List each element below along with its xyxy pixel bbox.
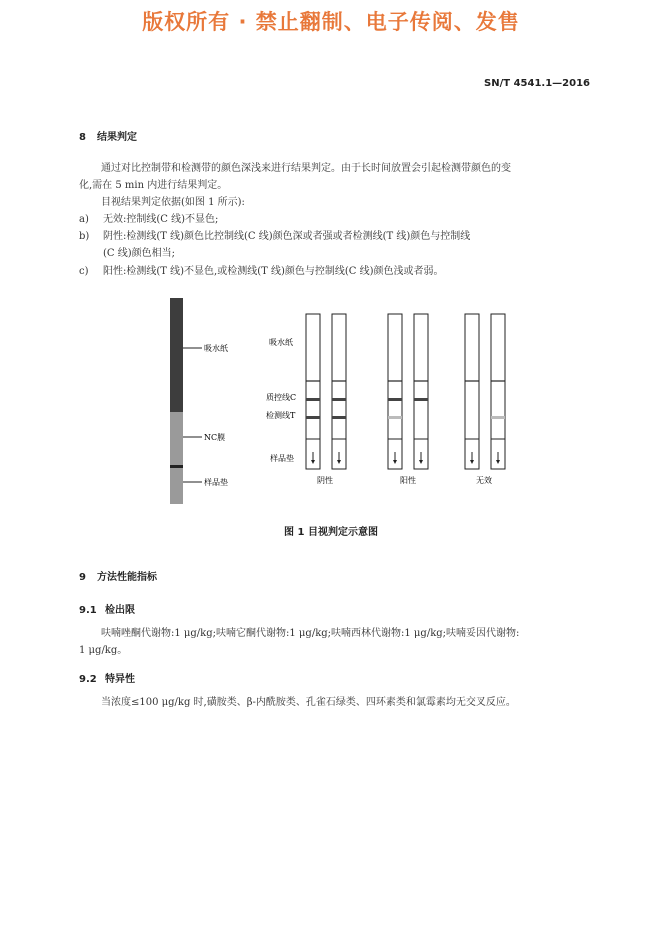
list-marker: b): [79, 231, 90, 242]
cassette-negative-2: [332, 314, 346, 469]
standard-code: SN/T 4541.1—2016: [484, 78, 590, 89]
cassette-invalid-1: [465, 314, 479, 469]
cassette-positive-1: [388, 314, 402, 469]
subsection-number: 9.2: [79, 674, 97, 685]
row-label-test: 检测线T: [266, 411, 296, 420]
list-marker: a): [79, 214, 89, 225]
cassette-invalid-2: [491, 314, 505, 469]
list-marker: c): [79, 266, 89, 277]
section-9-2-line1: 当浓度≤100 μg/kg 时,磺胺类、β-内酰胺类、孔雀石绿类、四环素类和氯霉素均无交叉反应。: [101, 697, 516, 708]
list-text: 阴性:检测线(T 线)颜色比控制线(C 线)颜色深或者强或者检测线(T 线)颜色与控制线: [103, 231, 471, 242]
section-title: 方法性能指标: [97, 572, 157, 583]
list-item: [79, 211, 591, 228]
figure-1-diagram: [160, 292, 520, 512]
section-number: 8: [79, 132, 86, 143]
list-text: 阳性:检测线(T 线)不显色,或检测线(T 线)颜色与控制线(C 线)颜色浅或者弱。: [103, 266, 444, 277]
label-sample-pad: 样品垫: [204, 478, 228, 487]
watermark: 版权所有 · 禁止翻制、电子传阅、发售: [142, 10, 520, 34]
list-item-continuation: [79, 245, 591, 262]
list-item: [79, 228, 591, 245]
subsection-number: 9.1: [79, 605, 97, 616]
subsection-title: 特异性: [105, 674, 135, 685]
label-absorbent: 吸水纸: [204, 344, 228, 353]
figure-caption: 图 1 目视判定示意图: [284, 527, 378, 538]
strip-sample-zone: [170, 468, 183, 504]
strip-divider: [170, 465, 183, 468]
row-label-control: 质控线C: [266, 393, 297, 402]
label-nc: NC膜: [204, 433, 226, 442]
section-9-1-heading: [79, 601, 135, 616]
row-label-sample-pad: 样品垫: [270, 454, 294, 463]
section-number: 9: [79, 572, 86, 583]
section-9-2-heading: [79, 670, 135, 685]
section-8-heading: [79, 128, 137, 143]
strip-absorbent-zone: [170, 298, 183, 412]
subsection-title: 检出限: [105, 605, 135, 616]
section-9-heading: [79, 568, 157, 583]
list-text: 无效:控制线(C 线)不显色;: [103, 214, 219, 225]
row-label-absorbent: 吸水纸: [269, 338, 293, 347]
section-8-para2: 目视结果判定依据(如图 1 所示):: [101, 197, 245, 208]
cassette-negative-1: [306, 314, 320, 469]
group-label-positive: 阳性: [400, 476, 416, 485]
group-label-negative: 阴性: [317, 476, 333, 485]
section-8-para1-line2: 化,需在 5 min 内进行结果判定。: [79, 180, 228, 191]
list-text: (C 线)颜色相当;: [103, 248, 176, 259]
section-9-1-line1: 呋喃唑酮代谢物:1 μg/kg;呋喃它酮代谢物:1 μg/kg;呋喃西林代谢物:1 μg/kg;呋喃妥因代谢物:: [101, 628, 520, 639]
section-8-para1-line1: 通过对比控制带和检测带的颜色深浅来进行结果判定。由于长时间放置会引起检测带颜色的变: [101, 163, 511, 174]
section-9-1-line2: 1 μg/kg。: [79, 645, 128, 656]
list-item: [79, 263, 591, 280]
section-title: 结果判定: [97, 132, 137, 143]
strip-nc-zone: [170, 412, 183, 467]
cassette-positive-2: [414, 314, 428, 469]
group-label-invalid: 无效: [476, 476, 492, 485]
